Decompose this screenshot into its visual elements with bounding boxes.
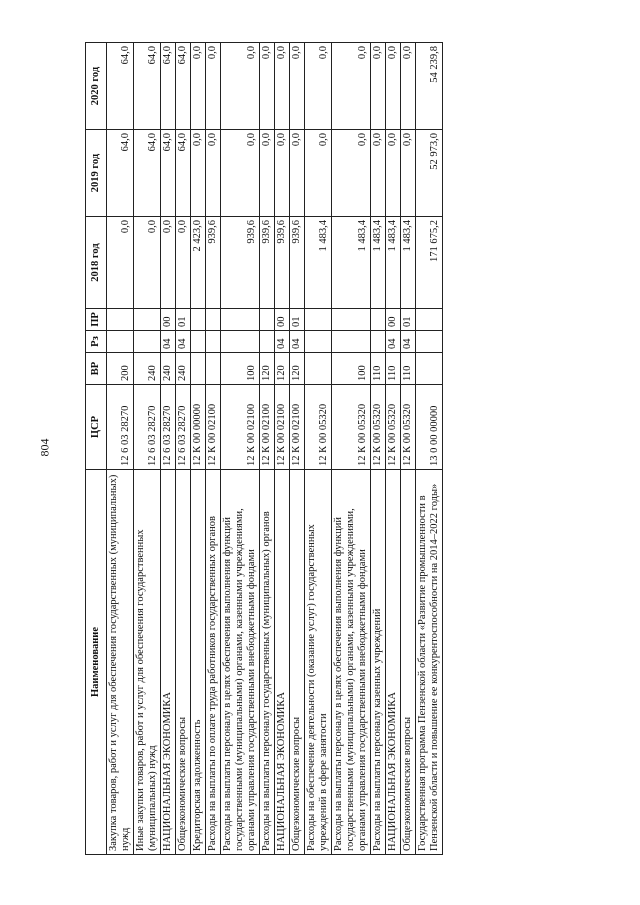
year-2020-cell: 0,0 (260, 43, 275, 130)
rz-cell (107, 331, 134, 353)
rz-cell: 04 (386, 331, 401, 353)
vr-cell: 110 (371, 353, 386, 385)
year-2019-cell: 0,0 (290, 130, 305, 217)
year-2018-cell: 0,0 (134, 217, 161, 309)
year-2019-cell: 64,0 (176, 130, 191, 217)
rz-cell (206, 331, 221, 353)
column-header-name: Наименование (86, 470, 107, 855)
name-cell: Расходы на выплаты персоналу в целях обеспечения выполнения функций государственными (муниципальными) органами, казенными учреждениями, органами управления государственными внебюджетными фондами (221, 470, 260, 855)
pr-cell: 00 (161, 309, 176, 331)
name-cell: Расходы на выплаты по оплате труда работников государственных органов (206, 470, 221, 855)
table-row (401, 43, 416, 855)
year-2019-cell: 0,0 (371, 130, 386, 217)
pr-cell: 01 (401, 309, 416, 331)
year-2018-cell: 0,0 (107, 217, 134, 309)
table-row (260, 43, 275, 855)
year-2019-cell: 0,0 (191, 130, 206, 217)
name-cell: Расходы на выплаты персоналу государственных (муниципальных) органов (260, 470, 275, 855)
name-cell: Расходы на обеспечение деятельности (оказание услуг) государственных учреждений в сфере занятости (305, 470, 332, 855)
rz-cell: 04 (161, 331, 176, 353)
year-2019-cell: 0,0 (332, 130, 371, 217)
year-2018-cell: 939,6 (290, 217, 305, 309)
year-2020-cell: 64,0 (161, 43, 176, 130)
rz-cell: 04 (401, 331, 416, 353)
table-row (206, 43, 221, 855)
column-header-csr: ЦСР (86, 385, 107, 470)
csr-cell: 12 К 00 02100 (260, 385, 275, 470)
year-2018-cell: 1 483,4 (332, 217, 371, 309)
csr-cell: 12 К 00 00000 (191, 385, 206, 470)
rz-cell: 04 (275, 331, 290, 353)
table-row (416, 43, 443, 855)
column-header-y2019: 2019 год (86, 130, 107, 217)
year-2020-cell: 0,0 (401, 43, 416, 130)
table-row (305, 43, 332, 855)
vr-cell: 240 (134, 353, 161, 385)
year-2018-cell: 1 483,4 (371, 217, 386, 309)
vr-cell (305, 353, 332, 385)
pr-cell (332, 309, 371, 331)
vr-cell: 110 (401, 353, 416, 385)
year-2020-cell: 0,0 (206, 43, 221, 130)
name-cell: НАЦИОНАЛЬНАЯ ЭКОНОМИКА (275, 470, 290, 855)
vr-cell: 240 (161, 353, 176, 385)
csr-cell: 12 6 03 28270 (176, 385, 191, 470)
table-row (107, 43, 134, 855)
csr-cell: 12 6 03 28270 (161, 385, 176, 470)
year-2019-cell: 0,0 (221, 130, 260, 217)
csr-cell: 12 К 00 05320 (401, 385, 416, 470)
pr-cell: 00 (275, 309, 290, 331)
column-header-y2018: 2018 год (86, 217, 107, 309)
table-row (176, 43, 191, 855)
column-header-pr: ПР (86, 309, 107, 331)
pr-cell: 01 (176, 309, 191, 331)
pr-cell (221, 309, 260, 331)
rz-cell (260, 331, 275, 353)
vr-cell: 120 (260, 353, 275, 385)
rz-cell (191, 331, 206, 353)
vr-cell: 100 (221, 353, 260, 385)
year-2019-cell: 52 973,0 (416, 130, 443, 217)
pr-cell: 00 (386, 309, 401, 331)
year-2020-cell: 0,0 (386, 43, 401, 130)
csr-cell: 12 К 00 02100 (206, 385, 221, 470)
year-2018-cell: 0,0 (176, 217, 191, 309)
csr-cell: 12 К 00 05320 (371, 385, 386, 470)
name-cell: Государственная программа Пензенской области «Развитие промышленности в Пензенской области и повышение ее конкурентоспособности на 2014–2022 годы» (416, 470, 443, 855)
csr-cell: 13 0 00 00000 (416, 385, 443, 470)
year-2020-cell: 54 239,8 (416, 43, 443, 130)
year-2018-cell: 939,6 (206, 217, 221, 309)
year-2018-cell: 1 483,4 (305, 217, 332, 309)
table-header-row (86, 43, 107, 855)
pr-cell: 01 (290, 309, 305, 331)
vr-cell: 240 (176, 353, 191, 385)
year-2018-cell: 939,6 (260, 217, 275, 309)
name-cell: Общеэкономические вопросы (290, 470, 305, 855)
table-row (371, 43, 386, 855)
rz-cell (332, 331, 371, 353)
year-2018-cell: 171 675,2 (416, 217, 443, 309)
vr-cell: 110 (386, 353, 401, 385)
year-2020-cell: 0,0 (305, 43, 332, 130)
page-number: 804 (37, 438, 52, 457)
year-2019-cell: 0,0 (275, 130, 290, 217)
pr-cell (191, 309, 206, 331)
year-2020-cell: 0,0 (371, 43, 386, 130)
pr-cell (416, 309, 443, 331)
rz-cell: 04 (290, 331, 305, 353)
rz-cell (221, 331, 260, 353)
rotated-table-wrapper (85, 43, 630, 855)
rz-cell: 04 (176, 331, 191, 353)
year-2020-cell: 0,0 (275, 43, 290, 130)
year-2019-cell: 0,0 (260, 130, 275, 217)
csr-cell: 12 К 00 05320 (332, 385, 371, 470)
column-header-vr: ВР (86, 353, 107, 385)
pr-cell (134, 309, 161, 331)
csr-cell: 12 К 00 02100 (275, 385, 290, 470)
name-cell: Общеэкономические вопросы (401, 470, 416, 855)
table-body (107, 43, 443, 855)
name-cell: НАЦИОНАЛЬНАЯ ЭКОНОМИКА (161, 470, 176, 855)
year-2020-cell: 0,0 (290, 43, 305, 130)
name-cell: Кредиторская задолженность (191, 470, 206, 855)
table-row (290, 43, 305, 855)
year-2019-cell: 0,0 (401, 130, 416, 217)
year-2019-cell: 64,0 (134, 130, 161, 217)
year-2018-cell: 1 483,4 (401, 217, 416, 309)
csr-cell: 12 К 00 05320 (386, 385, 401, 470)
year-2019-cell: 64,0 (107, 130, 134, 217)
name-cell: Иные закупки товаров, работ и услуг для обеспечения государственных (муниципальных) нужд (134, 470, 161, 855)
csr-cell: 12 6 03 28270 (134, 385, 161, 470)
table-row (386, 43, 401, 855)
budget-table (85, 42, 443, 855)
pr-cell (107, 309, 134, 331)
table-row (332, 43, 371, 855)
vr-cell (191, 353, 206, 385)
csr-cell: 12 К 00 02100 (221, 385, 260, 470)
year-2020-cell: 0,0 (221, 43, 260, 130)
year-2020-cell: 64,0 (176, 43, 191, 130)
year-2018-cell: 0,0 (161, 217, 176, 309)
column-header-y2020: 2020 год (86, 43, 107, 130)
year-2019-cell: 64,0 (161, 130, 176, 217)
year-2019-cell: 0,0 (206, 130, 221, 217)
pr-cell (305, 309, 332, 331)
year-2018-cell: 2 423,0 (191, 217, 206, 309)
year-2020-cell: 0,0 (191, 43, 206, 130)
year-2020-cell: 0,0 (332, 43, 371, 130)
table-row (161, 43, 176, 855)
pr-cell (206, 309, 221, 331)
year-2018-cell: 939,6 (275, 217, 290, 309)
table-row (275, 43, 290, 855)
year-2020-cell: 64,0 (134, 43, 161, 130)
name-cell: НАЦИОНАЛЬНАЯ ЭКОНОМИКА (386, 470, 401, 855)
year-2018-cell: 939,6 (221, 217, 260, 309)
rz-cell (305, 331, 332, 353)
vr-cell: 120 (275, 353, 290, 385)
vr-cell: 200 (107, 353, 134, 385)
year-2019-cell: 0,0 (305, 130, 332, 217)
pr-cell (260, 309, 275, 331)
name-cell: Расходы на выплаты персоналу в целях обеспечения выполнения функций государственными (муниципальными) органами, казенными учреждениями, органами управления государственными внебюджетными фондами (332, 470, 371, 855)
year-2019-cell: 0,0 (386, 130, 401, 217)
vr-cell: 100 (332, 353, 371, 385)
column-header-rz: Рз (86, 331, 107, 353)
table-row (221, 43, 260, 855)
pr-cell (371, 309, 386, 331)
name-cell: Общеэкономические вопросы (176, 470, 191, 855)
csr-cell: 12 К 00 05320 (305, 385, 332, 470)
year-2018-cell: 1 483,4 (386, 217, 401, 309)
vr-cell (206, 353, 221, 385)
year-2020-cell: 64,0 (107, 43, 134, 130)
vr-cell (416, 353, 443, 385)
rz-cell (371, 331, 386, 353)
table-row (134, 43, 161, 855)
rz-cell (416, 331, 443, 353)
vr-cell: 120 (290, 353, 305, 385)
rz-cell (134, 331, 161, 353)
name-cell: Расходы на выплаты персоналу казенных учреждений (371, 470, 386, 855)
csr-cell: 12 К 00 02100 (290, 385, 305, 470)
table-row (191, 43, 206, 855)
csr-cell: 12 6 03 28270 (107, 385, 134, 470)
name-cell: Закупка товаров, работ и услуг для обеспечения государственных (муниципальных) нужд (107, 470, 134, 855)
